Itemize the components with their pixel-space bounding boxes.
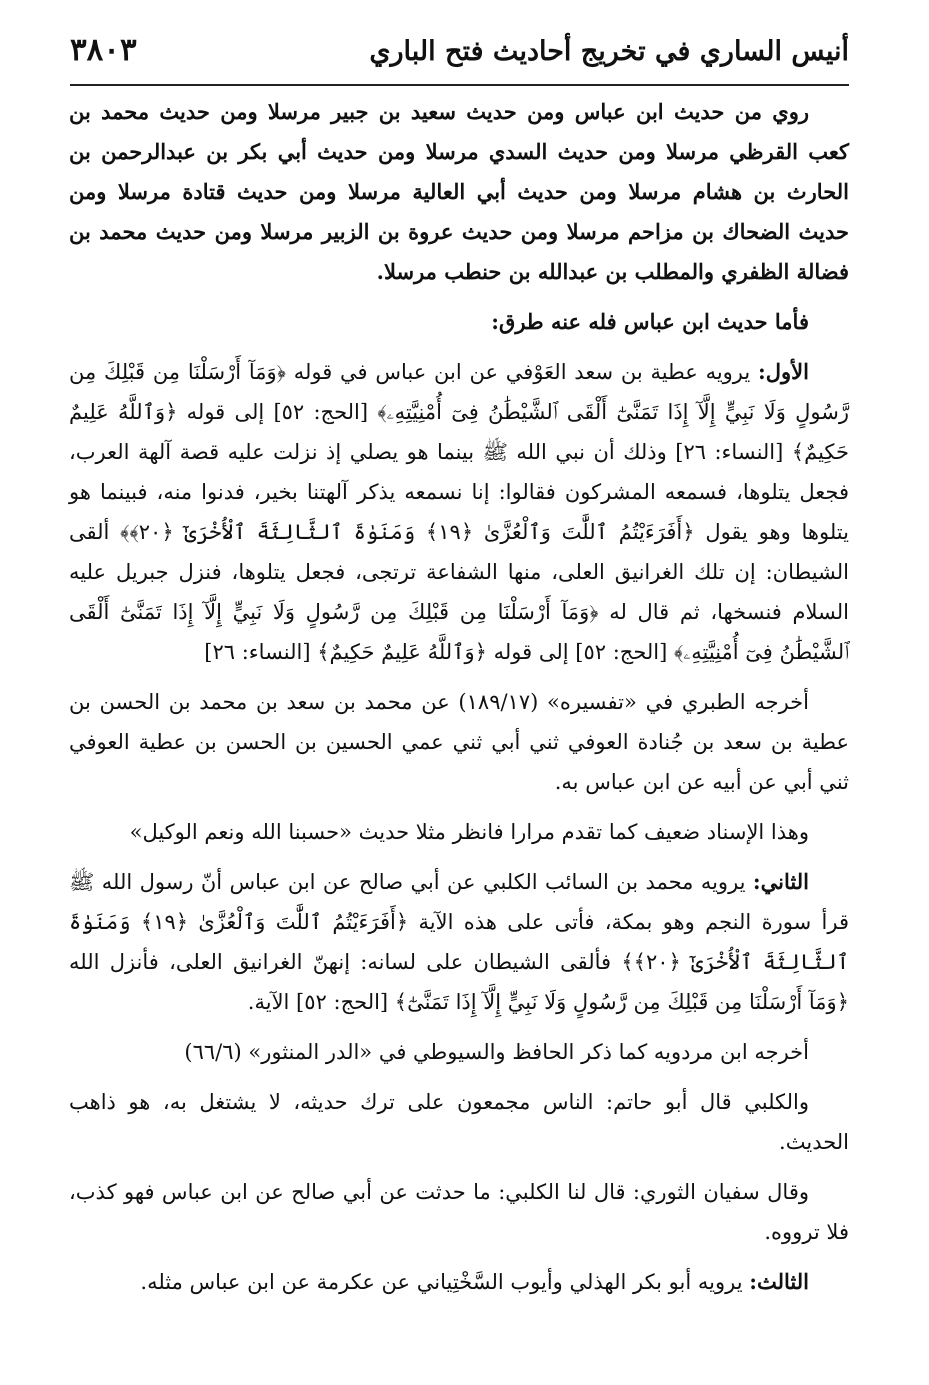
path-third-label: الثالث: xyxy=(749,1269,809,1294)
running-header xyxy=(70,28,849,86)
path-second-label: الثاني: xyxy=(752,869,809,894)
path-first-text: يرويه عطية بن سعد العَوْفي عن ابن عباس في قوله ﴿وَمَآ أَرْسَلْنَا مِن قَبْلِكَ مِن رَّسُولٍ وَلَا نَبِيٍّ إِلَّآ إِذَا تَمَنَّىٰٓ أَلْقَى ٱلشَّيْطَٰنُ فِىٓ أُمْنِيَّتِهِۦ﴾ [الحج: ٥٢] إلى قوله ﴿وَٱللَّهُ عَلِيمٌ حَكِيمٌ﴾ [النساء: ٢٦] وذلك أن نبي الله ﷺ بينما هو يصلي إذ نزلت عليه قصة آلهة العرب، فجعل يتلوها، فسمعه المشركون فقالوا: إنا نسمعه يذكر آلهتنا بخير، فدنوا منه، فبينما هو يتلوها وهو يقول ﴿أَفَرَءَيْتُمُ ٱللَّٰتَ وَٱلْعُزَّىٰ ﴿١٩﴾ وَمَنَوٰةَ ٱلثَّالِثَةَ ٱلْأُخْرَىٰٓ ﴿٢٠﴾﴾ ألقى الشيطان: إن تلك الغرانيق العلى، منها الشفاعة ترتجى، فجعل يتلوها، فنزل جبريل عليه السلام فنسخها، ثم قال له ﴿وَمَآ أَرْسَلْنَا مِن قَبْلِكَ مِن رَّسُولٍ وَلَا نَبِيٍّ إِلَّآ إِذَا تَمَنَّىٰٓ أَلْقَى ٱلشَّيْطَٰنُ فِىٓ أُمْنِيَّتِهِۦ﴾ [الحج: ٥٢] إلى قوله ﴿وَٱللَّهُ عَلِيمٌ حَكِيمٌ﴾ [النساء: ٢٦] xyxy=(69,360,849,664)
page-body xyxy=(69,92,849,1302)
path-second-text: يرويه محمد بن السائب الكلبي عن أبي صالح عن ابن عباس أنّ رسول الله ﷺ قرأ سورة النجم وهو بمكة، فأتى على هذه الآية ﴿أَفَرَءَيْتُمُ ٱللَّٰتَ وَٱلْعُزَّىٰ ﴿١٩﴾ وَمَنَوٰةَ ٱلثَّالِثَةَ ٱلْأُخْرَىٰٓ ﴿٢٠﴾﴾ فألقى الشيطان على لسانه: إنهنّ الغرانيق العلى، فأنزل الله ﴿وَمَآ أَرْسَلْنَا مِن قَبْلِكَ مِن رَّسُولٍ وَلَا نَبِيٍّ إِلَّآ إِذَا تَمَنَّىٰٓ﴾ [الحج: ٥٢] الآية. xyxy=(69,870,850,1014)
sufyan-thawri-paragraph: وقال سفيان الثوري: قال لنا الكلبي: ما حدثت عن أبي صالح عن ابن عباس فهو كذب، فلا ترووه. xyxy=(69,1180,849,1244)
isnad-weak-paragraph: وهذا الإسناد ضعيف كما تقدم مرارا فانظر مثلا حديث «حسبنا الله ونعم الوكيل» xyxy=(129,820,809,844)
path-second-paragraph xyxy=(69,862,849,1022)
path-first-paragraph xyxy=(69,352,849,672)
path-third-text: يرويه أبو بكر الهذلي وأيوب السَّخْتِياني عن عكرمة عن ابن عباس مثله. xyxy=(140,1270,750,1294)
page-number: ٣٨٠٣ xyxy=(70,32,137,68)
intro-paragraph: روي من حديث ابن عباس ومن حديث سعيد بن جبير مرسلا ومن حديث محمد بن كعب القرظي مرسلا ومن حديث السدي مرسلا ومن حديث أبي بكر بن عبدالرحمن بن الحارث بن هشام مرسلا ومن حديث أبي العالية مرسلا ومن حديث قتادة مرسلا ومن حديث الضحاك بن مزاحم مرسلا ومن حديث عروة بن الزبير مرسلا ومن حديث محمد بن فضالة الظفري والمطلب بن عبدالله بن حنطب مرسلا. xyxy=(69,99,849,284)
kalbi-abu-hatim-paragraph: والكلبي قال أبو حاتم: الناس مجمعون على ترك حديثه، لا يشتغل به، هو ذاهب الحديث. xyxy=(69,1090,849,1154)
section-heading: فأما حديث ابن عباس فله عنه طرق: xyxy=(491,309,809,334)
takhrij-tabari-paragraph: أخرجه الطبري في «تفسيره» (١٨٩/١٧) عن محمد بن سعد بن محمد بن الحسن بن عطية بن سعد بن جُنادة العوفي ثني أبي ثني عمي الحسين بن الحسن بن عطية العوفي ثني أبي عن أبيه عن ابن عباس به. xyxy=(69,690,849,794)
path-third-paragraph xyxy=(69,1262,849,1302)
takhrij-ibn-mardawayh-paragraph: أخرجه ابن مردويه كما ذكر الحافظ والسيوطي في «الدر المنثور» (٦٦/٦) xyxy=(184,1040,809,1064)
path-first-label: الأول: xyxy=(758,359,809,384)
book-title: أنيس الساري في تخريج أحاديث فتح الباري xyxy=(369,36,849,67)
